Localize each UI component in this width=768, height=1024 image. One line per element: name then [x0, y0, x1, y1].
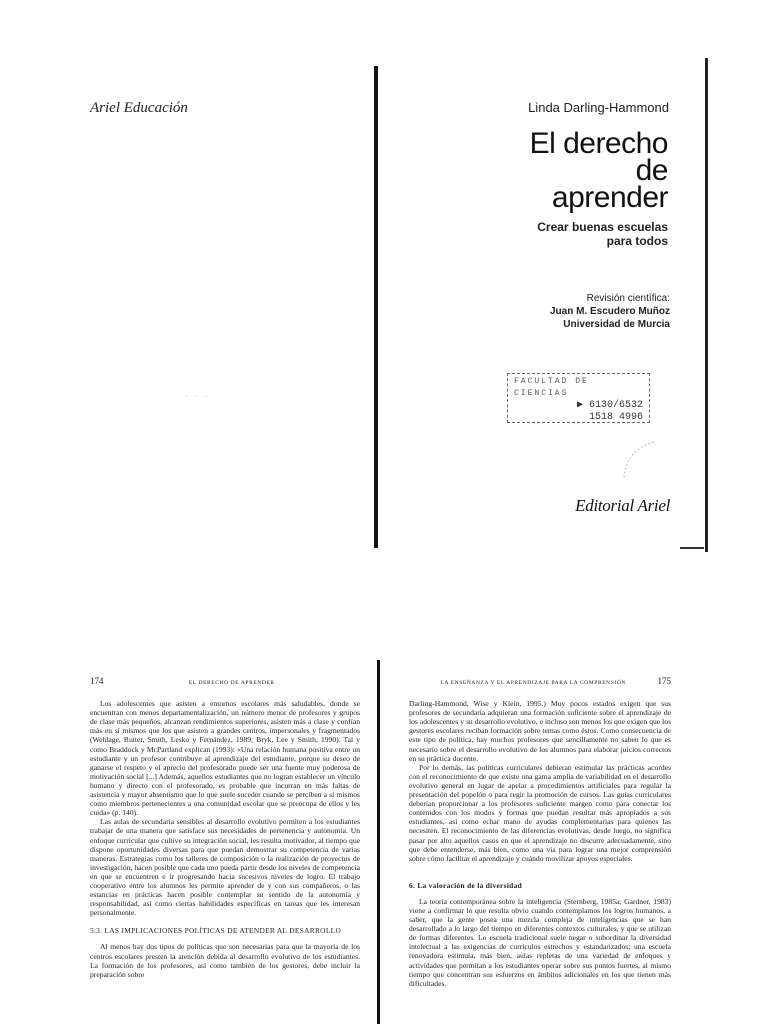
book-title-line: aprender — [551, 181, 668, 214]
body-paragraph: La teoría contemporánea sobre la inteligencia (Sternberg, 1985a; Gardner, 1983) viene a confirmar lo que resulta obvio cuando contemplamos los logros humanos, a saber, que la gente posea una mezcla compleja de inteligencias que se han desarrollado a lo largo del tiempo en diferentes contextos culturales, y que se utilizan de formas diferentes. Lo escuela tradicional suele negar o subordinar la diversidad intelectual a las exigencias de currículos estrechos y estandarizados; una escuela renovadora estimula, más bien, aulas repletas de una variedad de enfoques y actividades que permitan a los estudiantes operar sobre sus puntos fuertes, al mismo tiempo que concentran sus esfuerzos en ámbitos adicionales en los que tienen más dificultades. — [409, 896, 671, 988]
page-number: 175 — [657, 676, 671, 686]
cover-right-edge — [705, 58, 708, 552]
body-paragraph: Las aulas de secundaria sensibles al desarrollo evolutivo permiten a los estudiantes trabajar de una manera que satisface sus necesidades de pertenencia y autonomía. Un enfoque curricular que cultive su integración social, les resulta motivador, al tiempo que dispone oportunidades diversas para que puedan demostrar su competencia de varias maneras. Estrategias como los talleres de composición o la realización de proyectos de investigación, hacen posible que cada uno pueda partir desde los niveles de competencia en que se encuentren e ir progresando hacia sucesivos niveles de logro. El trabajo cooperativo entre los alumnos les permite aprender de y con sus compañeros, o las estancias en prácticas hacen posible contemplar su sentido de la autonomía y responsabilidad, así como ciertas habilidades específicas en tareas que les interesan personalmente. — [90, 817, 360, 918]
book-title-line: de — [635, 154, 668, 187]
page-174 — [90, 677, 360, 979]
book-title — [388, 127, 668, 214]
stamp-line: FACULTAD DE CIENCIAS — [514, 377, 589, 398]
revision-label: Revisión científica: — [586, 293, 670, 304]
page-number: 174 — [90, 676, 104, 686]
book-subtitle-line: para todos — [606, 234, 668, 248]
book-title-line: El derecho — [529, 127, 668, 160]
section-heading — [90, 926, 360, 935]
book-author: Linda Darling-Hammond — [528, 100, 669, 115]
scientific-revision — [420, 292, 670, 331]
page-175 — [409, 677, 671, 988]
body-paragraph: Darling-Hammond, Wise y Klein, 1995.) Muy pocos estados exigen que sus profesores de secundaria adquieran una formación suficiente sobre el aprendizaje de los adolescentes y su desarrollo evolutivo, e incluso son menos los que exigen que los gestores escolares reciban formación sobre temas como éstos. Como consecuencia de este tipo de política, hay muchos profesores que sencillamente no saben lo que es necesario sobre el desarrollo evolutivo de los alumnos para elaborar juicios correctos en su práctica docente. — [409, 699, 671, 763]
section-number: 6. — [409, 880, 416, 890]
section-title: La valoración de la diversidad — [417, 880, 522, 890]
body-paragraph: Al menos hay dos tipos de políticas que son necesarias para que la mayoría de los centros escolares presten la atención debida al desarrollo evolutivo de los estudiantes. La formación de los profesores, así como también de los gestores, debe incluir la preparación sobre — [90, 942, 360, 979]
body-paragraph: Los adolescentes que asisten a entornos escolares más saludables, donde se encuentran con menos departamentalización, un número menor de profesores y grupos de clase más pequeños, alcanzan rendimientos superiores, asisten más a clase y confían más en sí mismos que los que asisten a grandes centros, impersonales y fragmentados (Wehlage, Rutter, Smith, Lesko y Fernández, 1989; Bryk, Lee y Smith, 1990). Tal y como Braddock y McPartland explican (1993): «Una relación humana positiva entre un estudiante y un profesor contribuye al aprendizaje del estudiante, porque su deseo de ganarse el respeto y el aprecio del profesorado puede ser una fuente muy poderosa de motivación social [...] Además, aquellos estudiantes que no logran establecer un vínculo humano y directo con el profesorado, es probable que incurran en más faltas de asistencia y mayor absentismo que lo que suele suceder cuando se perciben a sí mismos como miembros pertenecientes a una comunidad escolar que se preocupa de ellos y les cuida» (p. 140). — [90, 699, 360, 818]
section-heading — [409, 881, 671, 890]
revision-affiliation: Universidad de Murcia — [563, 319, 670, 330]
stamp-number: ▶ 6130/6532 — [576, 400, 643, 411]
running-head-title: LA ENSEÑANZA Y EL APRENDIZAJE PARA LA COMPRENSIÓN — [440, 680, 626, 686]
cover-spine-line — [374, 66, 378, 548]
book-subtitle — [428, 220, 668, 248]
stamp-number: 1518 4996 — [588, 412, 643, 423]
scan-specks: · · · — [185, 393, 211, 401]
running-head-title: EL DERECHO DE APRENDER — [188, 680, 275, 686]
spread-spine-line — [377, 660, 380, 1024]
cover-rule — [680, 547, 704, 549]
section-title: LAS IMPLICACIONES POLÍTICAS DE ATENDER AL DESARROLLO — [104, 926, 342, 936]
section-number: 5.3. — [90, 926, 103, 936]
book-subtitle-line: Crear buenas escuelas — [537, 220, 668, 234]
running-head — [90, 677, 360, 688]
body-paragraph: Por lo demás, las políticas curriculares debieran estimular las prácticas acordes con el reconocimiento de que existe una gama amplia de variabilidad en el desarrollo evolutivo general en lugar de apelar a procedimientos artificiales para regular la presentación del popelón o para regir la promoción de cursos. Las guías curriculares deberían proporcionar a los profesores suficiente margen como para conectar los contenidos con los modos y formas que puedan resultar más apropiados a sus estudiantes, así como echar mano de ayudas complementarias para quienes las necesiten. El reconocimiento de las diferencias evolutivas, desde luego, no significa pasar por alto aquellos casos en que el aprendizaje no discurre adecuadamente, sino que debe entenderse, más bien, como una vía para lograr una mejor comprensión sobre cómo facilitar el aprendizaje y cuándo movilizar apoyos especiales. — [409, 762, 671, 863]
scan-artifact-curve — [618, 440, 658, 480]
library-stamp — [507, 373, 650, 423]
publisher-name: Editorial Ariel — [575, 496, 670, 515]
running-head — [409, 677, 671, 688]
series-name: Ariel Educación — [90, 100, 188, 116]
revision-name: Juan M. Escudero Muñoz — [549, 306, 670, 317]
